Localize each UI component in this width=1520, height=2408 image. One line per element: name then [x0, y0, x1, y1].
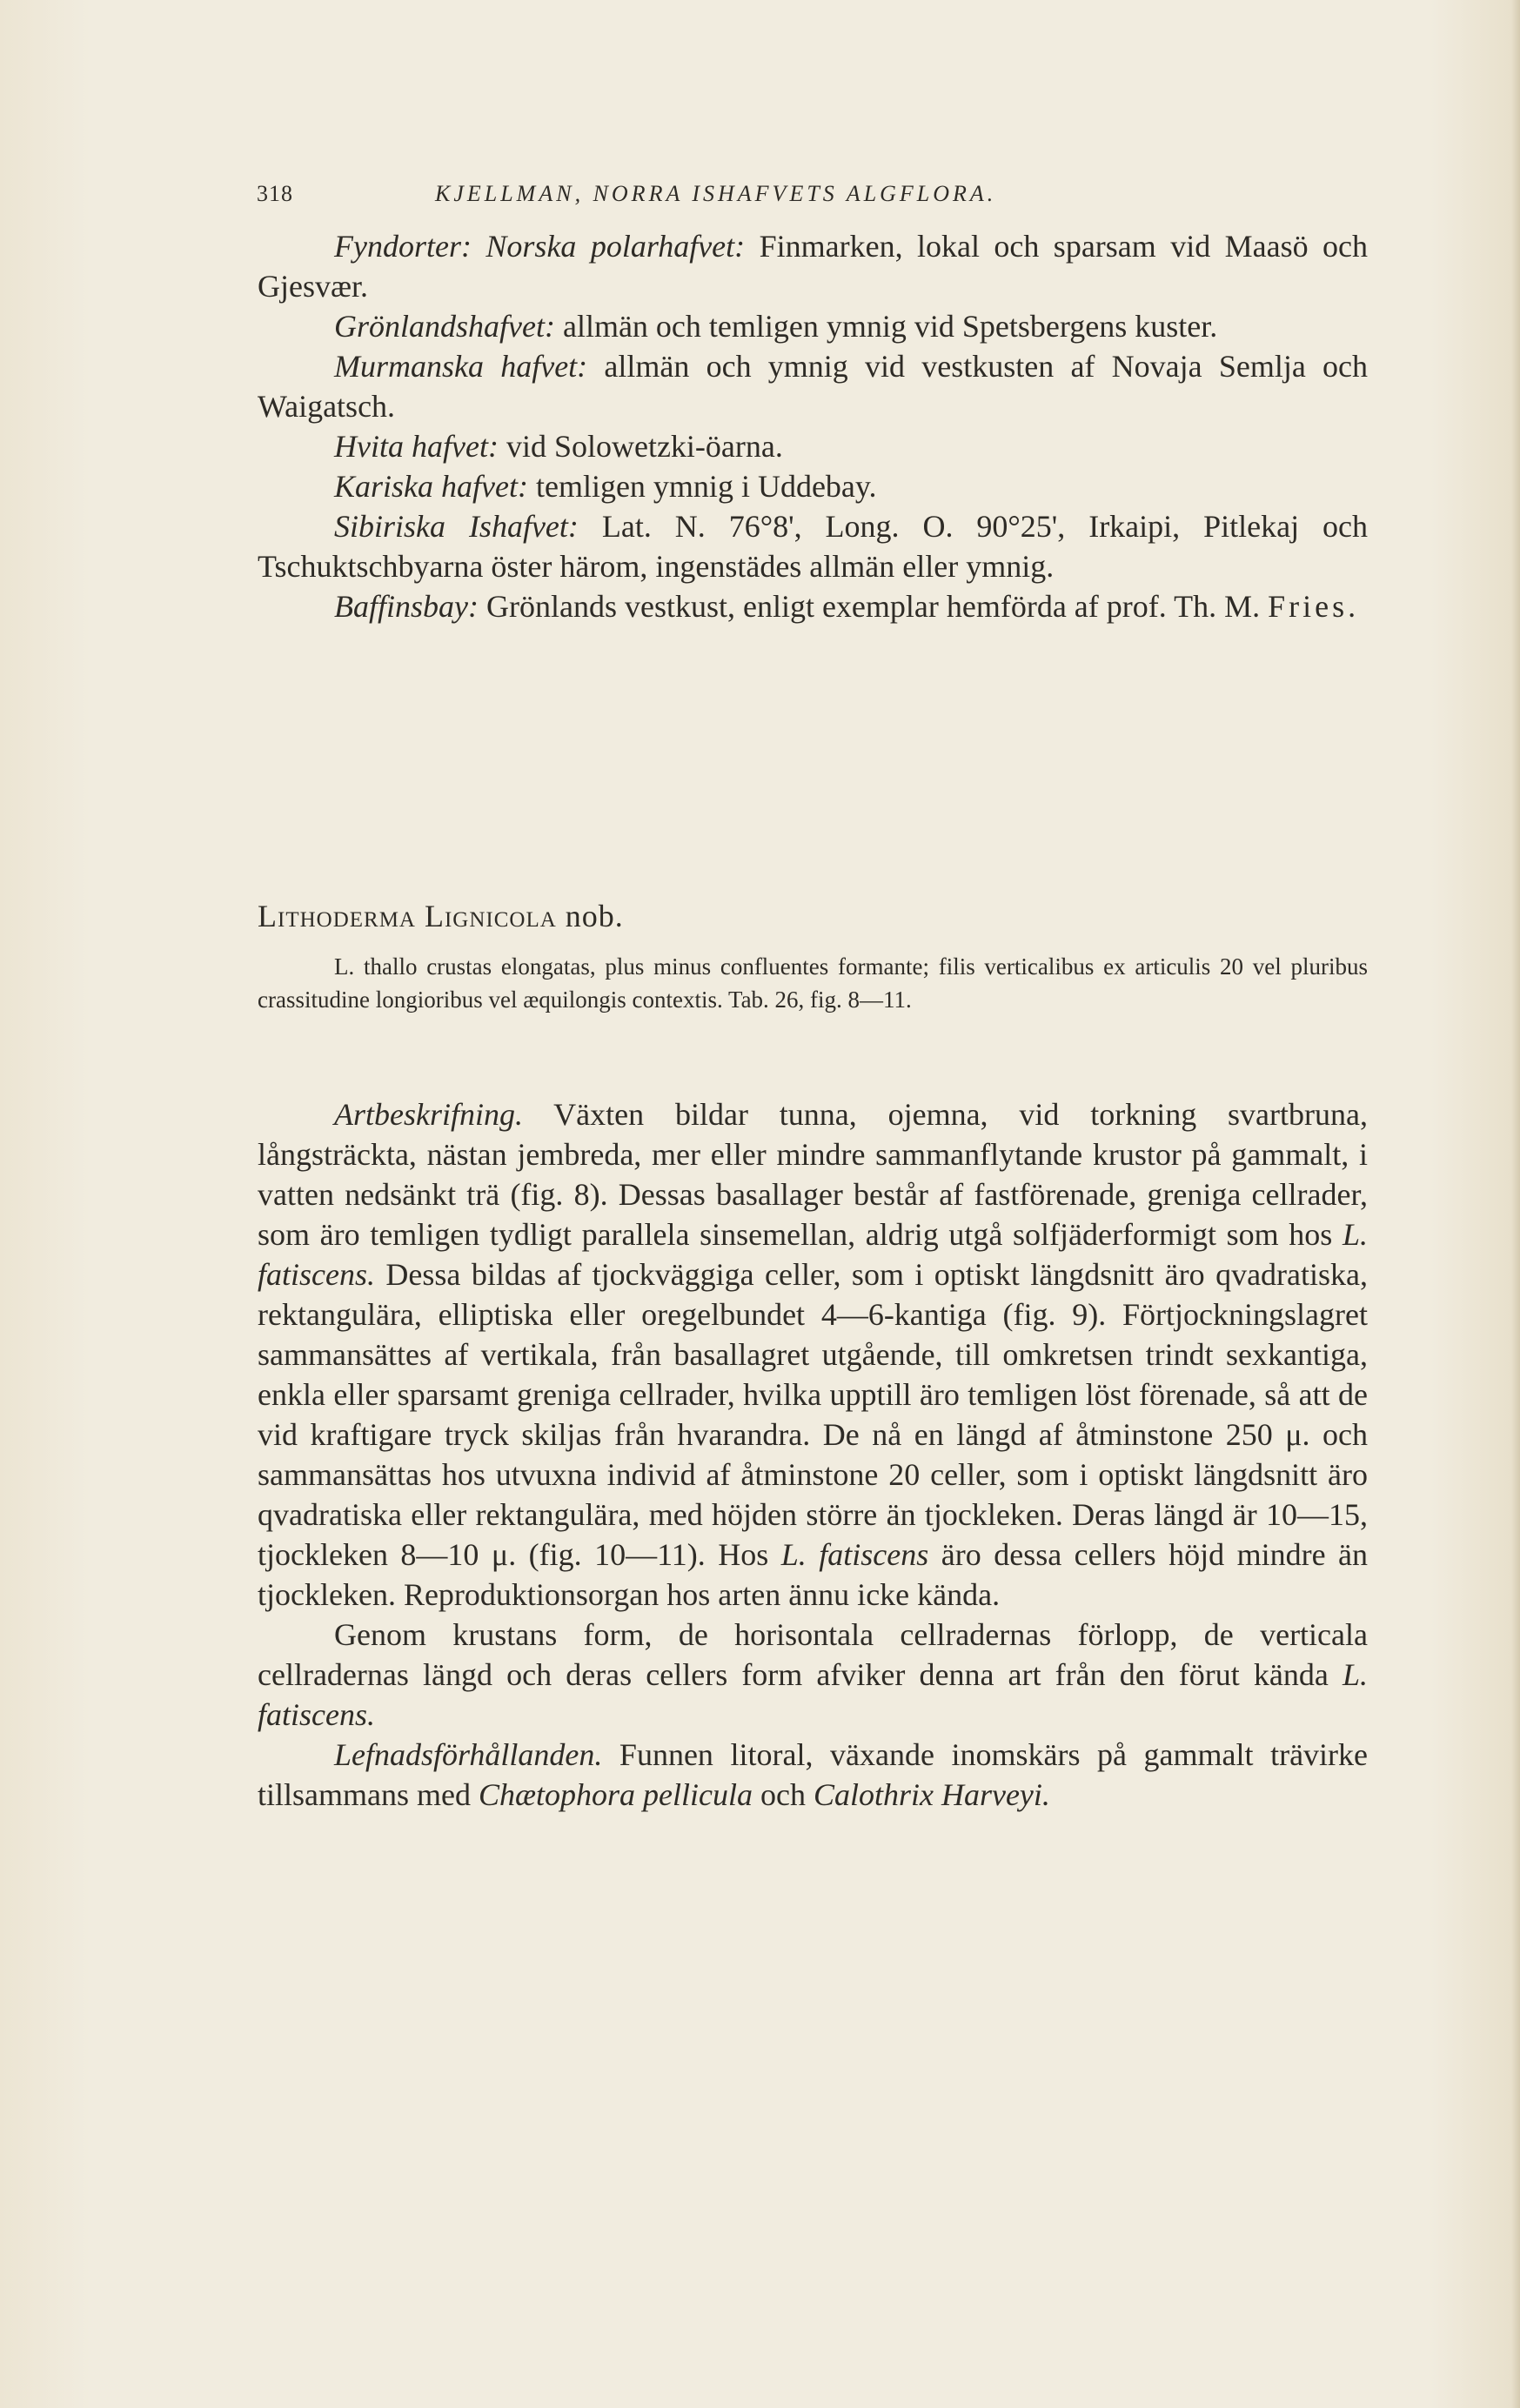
author-name: Fries.: [1268, 589, 1360, 624]
locality-paragraph: [258, 306, 1368, 346]
species-heading: [258, 896, 624, 936]
habitat-paragraph: [258, 1735, 1368, 1815]
running-title: KJELLMAN, NORRA ISHAFVETS ALGFLORA.: [435, 181, 997, 206]
running-header: [257, 181, 1144, 216]
description-paragraph: [258, 1615, 1368, 1735]
species-genus: Lithoderma: [258, 899, 416, 933]
description-text: Genom krustans form, de horisontala cellradernas förlopp, de verticala cellradernas längd och deras cellers form afviker denna art från den förut kända: [258, 1617, 1368, 1692]
habitat-text: och: [760, 1777, 806, 1812]
locality-region: Hvita hafvet:: [334, 429, 499, 464]
locality-region: Murmanska hafvet:: [334, 349, 588, 384]
locality-text: Lat. N. 76°8', Long. O. 90°25', Irkaipi, Pitlekaj och Tschuktschbyarna öster härom, ingenstädes allmän eller ymnig.: [258, 509, 1369, 584]
locality-region: Norska polarhafvet:: [485, 229, 746, 264]
species-reference: L. fatiscens.: [258, 1217, 1369, 1292]
description-label: Artbeskrifning.: [334, 1097, 523, 1132]
species-reference: L. fatiscens.: [258, 1657, 1368, 1732]
species-reference: L. fatiscens: [780, 1537, 929, 1572]
locality-paragraph: [258, 506, 1368, 586]
description-text: Växten bildar tunna, ojemna, vid torkning svartbruna, långsträckta, nästan jembreda, mer eller mindre sammanflytande krustor på gammalt, i vatten nedsänkt trä (fig. 8). Dessas basallager består af fastförenade, greniga cellrader, som äro temligen tydligt parallela sinsemellan, aldrig utgå solfjäderformigt som hos: [258, 1097, 1368, 1252]
page-number: 318: [257, 181, 293, 206]
description-text: äro dessa cellers höjd mindre än tjockleken. Reproduktionsorgan hos arten ännu icke kända.: [258, 1537, 1369, 1612]
species-epithet: Lignicola: [424, 899, 557, 933]
locality-paragraph: [258, 226, 1368, 306]
description-section: [258, 1094, 1368, 1815]
species-authority: nob.: [565, 899, 624, 933]
localities-section: [258, 226, 1368, 626]
locality-region: Baffinsbay:: [334, 589, 479, 624]
locality-paragraph: [258, 426, 1368, 466]
species-reference: Calothrix Harveyi.: [813, 1777, 1050, 1812]
diagnosis-text: L. thallo crustas elongatas, plus minus confluentes formante; filis verticalibus ex articulis 20 vel pluribus crassitudine longioribus vel æquilongis contextis. Tab. 26, fig. 8—11.: [258, 953, 1368, 1013]
habitat-label: Lefnadsförhållanden.: [334, 1737, 603, 1772]
description-text: Dessa bildas af tjockväggiga celler, som i optiskt längdsnitt äro qvadratiska, rektangulära, elliptiska eller oregelbundet 4—6-kantiga (fig. 9). Förtjockningslagret sammansättes af vertikala, från basallagret utgående, till omkretsen trindt sexkantiga, enkla eller sparsamt greniga cellrader, hvilka upptill äro temligen löst förenade, så att de vid kraftigare tryck skiljas från hvarandra. De nå en längd af åtminstone 250 μ. och sammansättas hos utvuxna individ af åtminstone 20 celler, som i optiskt längdsnitt äro qvadratiska eller rektangulära, med höjden större än tjockleken. Deras längd är 10—15, tjockleken 8—10 μ. (fig. 10—11). Hos: [258, 1257, 1369, 1572]
localities-label: Fyndorter:: [334, 229, 472, 264]
locality-region: Grönlandshafvet:: [334, 309, 555, 344]
locality-paragraph: [258, 586, 1368, 626]
locality-text: Finmarken, lokal och sparsam vid Maasö och Gjesvær.: [258, 229, 1369, 304]
locality-text: vid Solowetzki-öarna.: [506, 429, 783, 464]
locality-text: Grönlands vestkust, enligt exemplar hemförda af prof. Th. M.: [485, 589, 1261, 624]
locality-text: allmän och ymnig vid vestkusten af Novaja Semlja och Waigatsch.: [258, 349, 1369, 424]
species-reference: Chætophora pellicula: [478, 1777, 753, 1812]
habitat-text: Funnen litoral, växande inomskärs på gammalt trävirke tillsammans med: [258, 1737, 1369, 1812]
description-paragraph: [258, 1094, 1368, 1615]
locality-text: temligen ymnig i Uddebay.: [535, 469, 877, 504]
page-edge-shadow: [1511, 0, 1520, 2408]
locality-region: Sibiriska Ishafvet:: [334, 509, 579, 544]
locality-paragraph: [258, 346, 1368, 426]
locality-region: Kariska hafvet:: [334, 469, 528, 504]
locality-paragraph: [258, 466, 1368, 506]
latin-diagnosis: [258, 950, 1368, 1016]
locality-text: allmän och temligen ymnig vid Spetsbergens kuster.: [562, 309, 1218, 344]
